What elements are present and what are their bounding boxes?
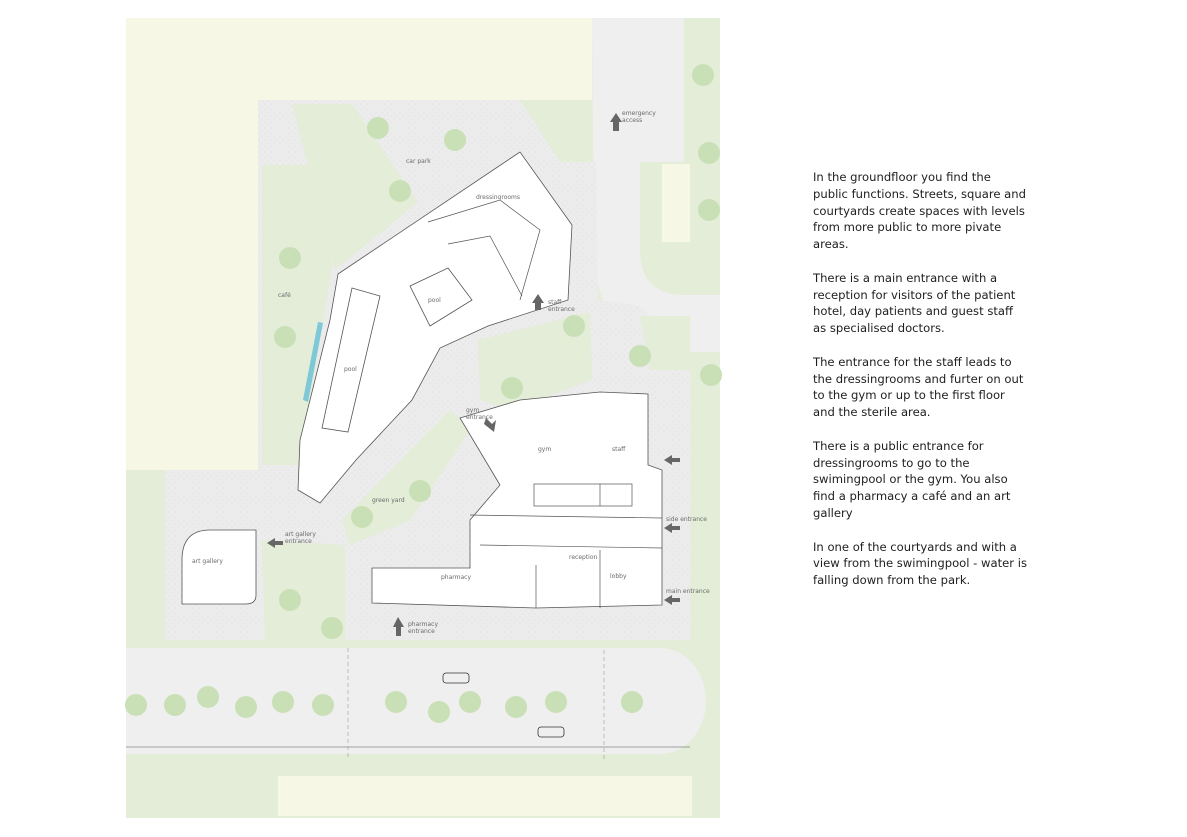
description-paragraph: In the groundfloor you find the public functions. Streets, square and courtyards create spaces with levels from more public to more pivate areas. [813, 170, 1026, 252]
label-main-entrance: main entrance [666, 588, 710, 595]
description-text [813, 169, 1028, 606]
label-staff: staff [612, 446, 626, 453]
label-gym: gym [538, 446, 552, 453]
label-side-entrance: side entrance [666, 516, 707, 523]
art-gallery-building [182, 530, 256, 604]
label-cafe: café [278, 292, 291, 299]
yellow-field-right [662, 164, 690, 242]
label-art-entrance: art gallery entrance [285, 531, 316, 545]
description-paragraph: The entrance for the staff leads to the dressingrooms and furter on out to the gym or up to the first floor and the sterile area. [813, 354, 1024, 420]
description-paragraph: There is a main entrance with a reception for visitors of the patient hotel, day patients and guest staff as specialised doctors. [813, 270, 1016, 336]
label-carpark: car park [406, 158, 431, 165]
yellow-field-bottom [278, 776, 692, 816]
label-dressing-rooms: dressingrooms [476, 194, 521, 201]
yellow-field-top [126, 18, 592, 100]
label-green-yard: green yard [372, 497, 405, 504]
label-pool-upper: pool [428, 297, 441, 304]
label-reception: reception [569, 554, 598, 561]
label-lobby: lobby [610, 573, 627, 580]
description-paragraph: There is a public entrance for dressingrooms to go to the swimingpool or the gym. You also find a pharmacy a café and an art gallery [813, 438, 1011, 520]
label-emergency-access: emergency access [622, 110, 656, 124]
description-paragraph: In one of the courtyards and with a view from the swimingpool - water is falling down from the park. [813, 539, 1028, 588]
label-pharmacy: pharmacy [441, 574, 472, 581]
label-gym-entrance: gym entrance [466, 407, 493, 421]
yellow-field-left [126, 100, 258, 470]
label-pool-lower: pool [344, 366, 357, 373]
label-staff-entrance: staff entrance [548, 299, 575, 313]
label-pharmacy-entrance: pharmacy entrance [408, 621, 439, 635]
label-art-gallery: art gallery [192, 558, 223, 565]
